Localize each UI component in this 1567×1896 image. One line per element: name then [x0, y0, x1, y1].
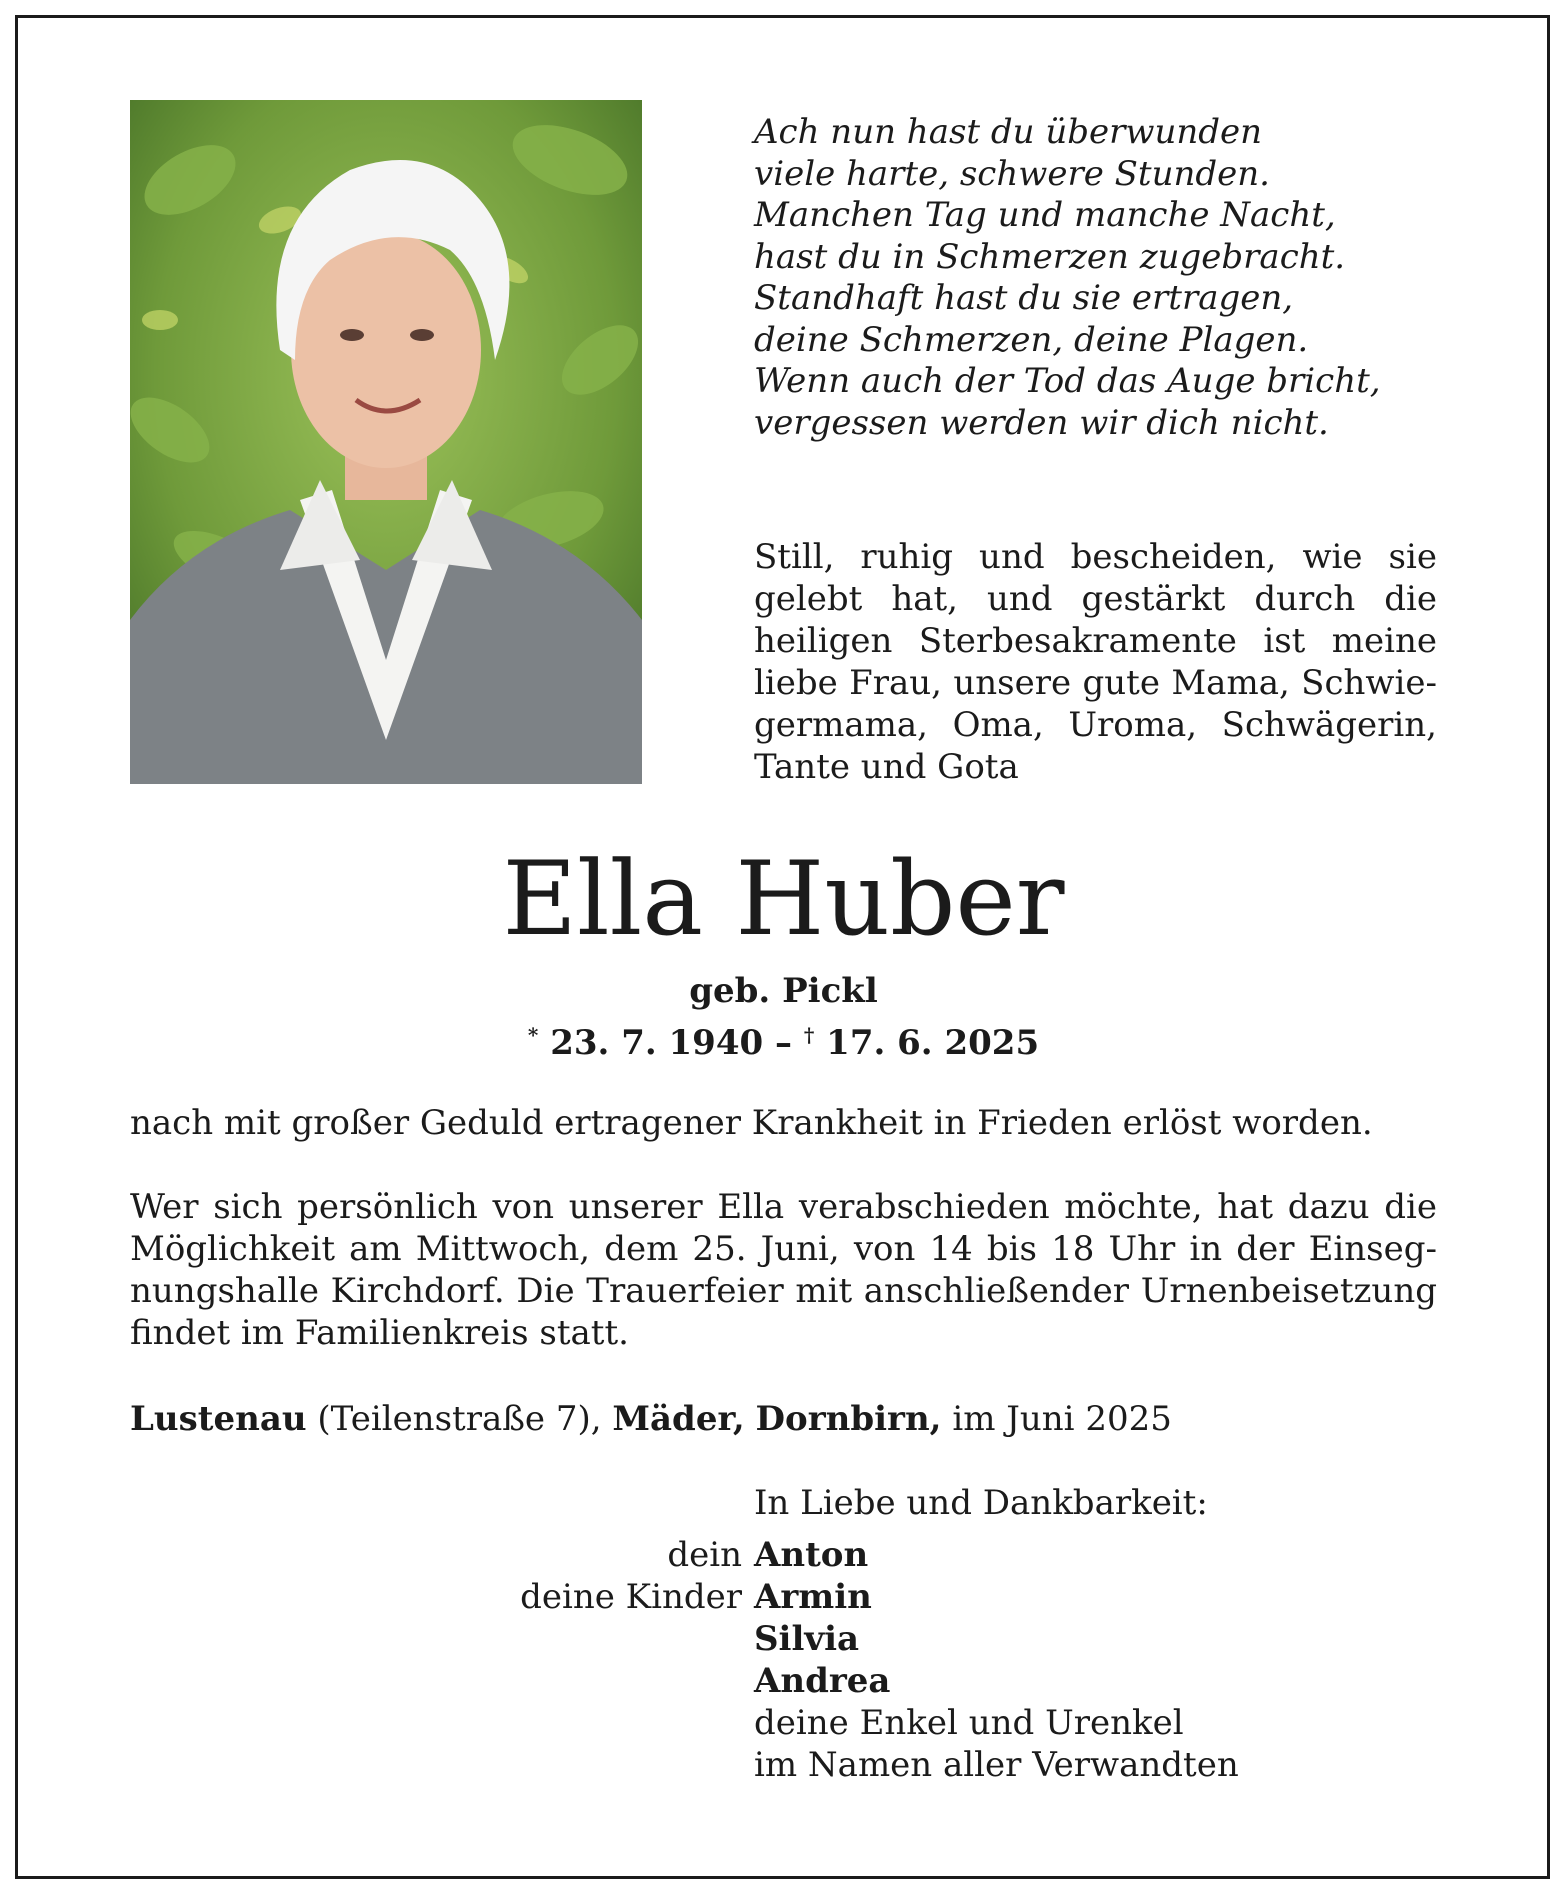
town-maeder: Mäder, [612, 1399, 745, 1439]
relatives: im Namen aller Verwandten [754, 1745, 1239, 1785]
closing-line: In Liebe und Dankbarkeit: [754, 1483, 1208, 1523]
spouse-label: dein [667, 1535, 742, 1575]
children-label: deine Kinder [520, 1577, 742, 1617]
grandchildren: deine Enkel und Urenkel [754, 1703, 1184, 1743]
birth-symbol: * [527, 1023, 539, 1047]
poem-line: vergessen werden wir dich nicht. [754, 402, 1329, 443]
birth-name: geb. Pickl [689, 971, 878, 1011]
deceased-name: Ella Huber [502, 840, 1065, 959]
poem-line: deine Schmerzen, deine Plagen. [754, 319, 1309, 360]
poem-line: Wenn auch der Tod das Auge bricht, [754, 361, 1381, 401]
poem-line: hast du in Schmerzen zugebracht. [754, 236, 1346, 277]
portrait-illustration [130, 100, 642, 784]
poem-line: Manchen Tag und manche Nacht, [754, 195, 1336, 235]
child-name: Andrea [754, 1661, 891, 1701]
child-name: Armin [754, 1577, 872, 1617]
birth-date: 23. 7. 1940 [550, 1023, 764, 1063]
address: (Teilenstraße 7), [317, 1399, 602, 1439]
death-symbol: † [803, 1023, 815, 1047]
date-separator: – [775, 1023, 792, 1063]
poem-line: Ach nun hast du überwunden [754, 112, 1263, 152]
poem-line: Standhaft hast du sie ertragen, [754, 278, 1294, 318]
death-date: 17. 6. 2025 [826, 1023, 1040, 1063]
release-text: nach mit großer Geduld ertragener Krankheit in Frieden erlöst worden. [130, 1103, 1373, 1143]
poem-line: viele harte, schwere Stunden. [754, 153, 1270, 194]
farewell-text: Wer sich persönlich von unserer Ella verabschieden möchte, hat dazu die Möglichkeit am Mittwoch, dem 25. Juni, von 14 bis 18 Uhr in der Einsegnungshalle Kirchdorf. Die Trauerfeier mit anschließender Urnenbeisetzung findet im Familienkreis statt. [130, 1187, 1437, 1353]
places-line [130, 1398, 1437, 1440]
intro-text: Still, ruhig und bescheiden, wie sie gelebt hat, und gestärkt durch die heiligen Sterbesakramente ist meine liebe Frau, unsere gute Mama, Schwiegermama, Oma, Uroma, Schwägerin, Tante und Gota [754, 537, 1437, 787]
life-dates [0, 1014, 1567, 1064]
place-date: im Juni 2025 [952, 1399, 1172, 1439]
town-dornbirn: Dornbirn, [755, 1399, 942, 1439]
poem [754, 112, 1454, 444]
child-name: Silvia [754, 1619, 860, 1659]
spouse-name: Anton [754, 1535, 869, 1575]
town-lustenau: Lustenau [130, 1399, 307, 1439]
portrait-photo [130, 100, 642, 784]
